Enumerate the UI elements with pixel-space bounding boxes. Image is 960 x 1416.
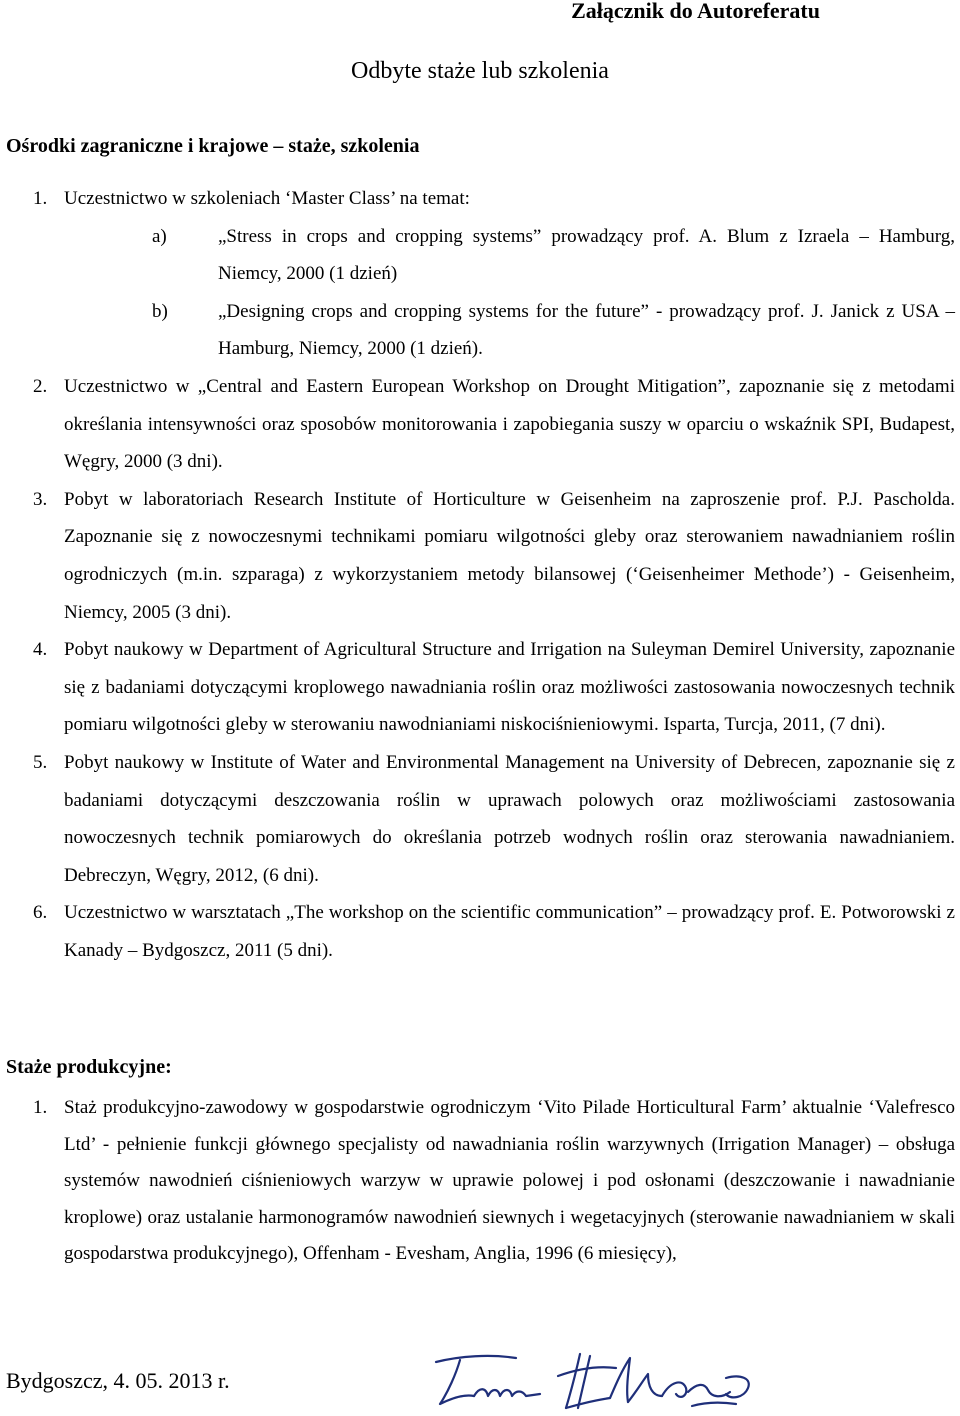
list-item-text: Staż produkcyjno-zawodowy w gospodarstwie ogrodniczym ‘Vito Pilade Horticultural Farm’ aktualnie ‘Valefresco Ltd’ - pełnienie funkcji głównego specjalisty od nawadniania roślin warzywnych (Irrigation Manager) – obsługa systemów nawodnień ciśnieniowych warzyw w uprawie polowej i pod osłonami (deszczowanie i nawadnianie kroplowe) oraz ustalanie harmonogramów nawodnień siewnych i wegetacyjnych (sterowanie nawadnianiem w skali gospodarstwa produkcyjnego), Offenham - Evesham, Anglia, 1996 (6 miesięcy), <box>64 1097 955 1264</box>
list-item <box>0 744 960 894</box>
list-item-text: Uczestnictwo w szkoleniach ‘Master Class’ na temat: <box>64 188 470 209</box>
list-item-number: 3. <box>33 488 48 510</box>
list-item-text: Pobyt naukowy w Institute of Water and Environmental Management na University of Debrecen, zapoznanie się z badaniami dotyczącymi deszczowania roślin w uprawach polowych oraz możliwościami zastosowania nowoczesnych technik pomiarowych do określania potrzeb wodnych roślin oraz sterowania nawadnianiem. Debreczyn, Węgry, 2012, (6 dni). <box>64 751 955 886</box>
list-item-text: Pobyt w laboratoriach Research Institute of Horticulture w Geisenheim na zaproszenie prof. P.J. Pascholda. Zapoznanie się z nowoczesnymi technikami pomiaru wilgotności gleby oraz sterowaniem nawadnianiem roślin ogrodniczych (m.in. szparaga) z wykorzystaniem metody bilansowej (‘Geisenheimer Methode’) - Geisenheim, Niemcy, 2005 (3 dni). <box>64 488 955 623</box>
page-title: Odbyte staże lub szkolenia <box>351 58 609 84</box>
list-item <box>0 368 960 481</box>
sub-list-item <box>0 293 960 368</box>
section-list-foreign <box>0 180 960 969</box>
section-list-production <box>0 1090 960 1273</box>
list-item-number: 2. <box>33 375 48 397</box>
sub-item-text: „Stress in crops and cropping systems” prowadzący prof. A. Blum z Izraela – Hamburg, Niemcy, 2000 (1 dzień) <box>218 225 955 285</box>
sub-item-letter: b) <box>152 300 168 322</box>
annex-label: Załącznik do Autoreferatu <box>571 0 820 23</box>
list-item-number: 5. <box>33 751 48 773</box>
sub-item-letter: a) <box>152 225 167 247</box>
sub-item-text: „Designing crops and cropping systems for the future” - prowadzący prof. J. Janick z USA – Hamburg, Niemcy, 2000 (1 dzień). <box>218 300 955 360</box>
list-item <box>0 631 960 744</box>
place-and-date: Bydgoszcz, 4. 05. 2013 r. <box>6 1368 230 1393</box>
sub-list-item <box>0 218 960 293</box>
list-item-text: Uczestnictwo w warsztatach „The workshop on the scientific communication” – prowadzący prof. E. Potworowski z Kanady – Bydgoszcz, 2011 (5 dni). <box>64 902 955 961</box>
list-item-number: 4. <box>33 639 48 661</box>
list-item <box>0 481 960 631</box>
list-item <box>0 1090 960 1273</box>
list-item-text: Uczestnictwo w „Central and Eastern European Workshop on Drought Mitigation”, zapoznanie się z metodami określania intensywności oraz sposobów monitorowania i zapobiegania suszy w oparciu o wskaźnik SPI, Budapest, Węgry, 2000 (3 dni). <box>64 375 955 473</box>
list-item-number: 1. <box>33 1097 48 1118</box>
list-item <box>0 894 960 969</box>
list-item <box>0 180 960 218</box>
signature-image <box>430 1348 760 1414</box>
list-item-number: 6. <box>33 902 48 924</box>
section-heading-production: Staże produkcyjne: <box>6 1056 172 1078</box>
list-item-number: 1. <box>33 188 48 209</box>
list-item-text: Pobyt naukowy w Department of Agricultural Structure and Irrigation na Suleyman Demirel University, zapoznanie się z badaniami dotyczącymi kroplowego nawadniania roślin oraz możliwości zastosowania nowoczesnych technik pomiaru wilgotności gleby w sterowaniu nawodnianiami niskociśnieniowymi. Isparta, Turcja, 2011, (7 dni). <box>64 639 955 736</box>
section-heading-foreign: Ośrodki zagraniczne i krajowe – staże, szkolenia <box>6 135 420 157</box>
